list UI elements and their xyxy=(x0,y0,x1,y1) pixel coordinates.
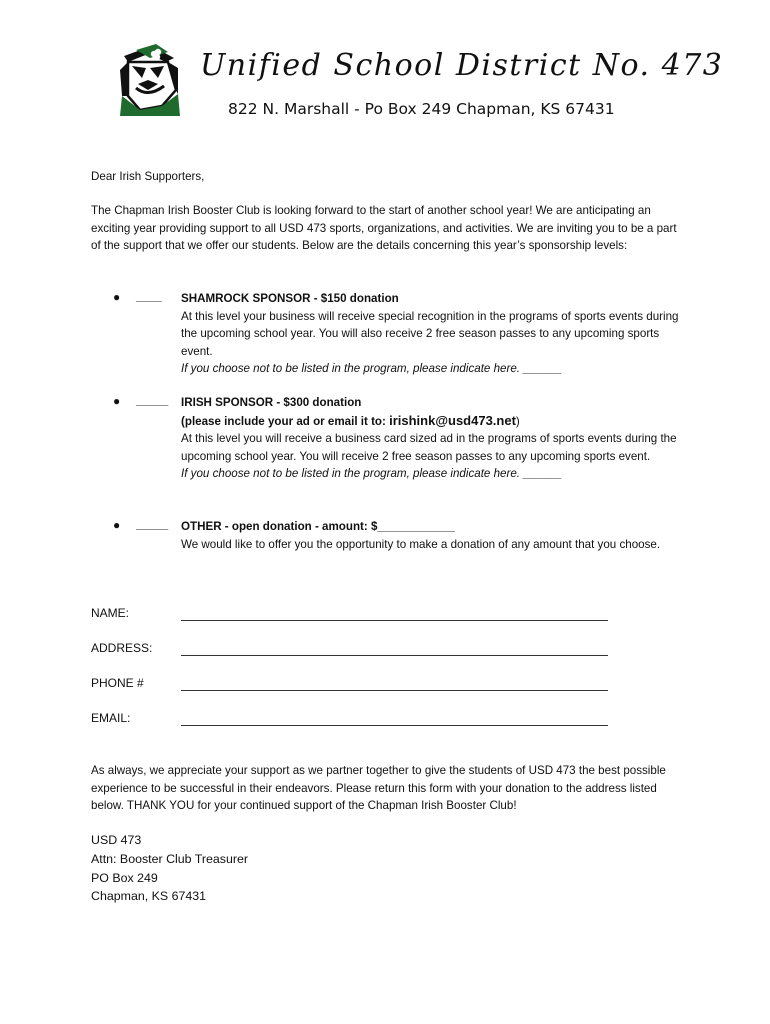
phone-label: PHONE # xyxy=(91,676,144,690)
district-name: Unified School District No. 473 xyxy=(200,48,724,83)
shamrock-sponsor-heading: SHAMROCK SPONSOR - $150 donation xyxy=(181,292,399,305)
name-label: NAME: xyxy=(91,606,130,620)
closing-paragraph: As always, we appreciate your support as we partner together to give the students of USD 473 the best possible experience to be successful in their endeavors. Please return this form with your donation to the address listed below. THANK YOU for your continued support of the Chapman Irish Booster Club! xyxy=(91,764,666,813)
email-suffix: ) xyxy=(515,414,520,428)
return-address-line1: USD 473 xyxy=(91,833,142,847)
email-label: EMAIL: xyxy=(91,711,131,725)
phone-field[interactable] xyxy=(181,676,608,691)
irish-checkbox-blank[interactable]: _____ xyxy=(136,394,169,407)
salutation: Dear Irish Supporters, xyxy=(91,170,205,183)
bullet-icon: ● xyxy=(113,290,121,304)
irish-sponsor-text: At this level you will receive a business card sized ad in the programs of sports events during the upcoming school year. You will receive 2 free season passes to any upcoming sports event. xyxy=(181,432,677,463)
shamrock-checkbox-blank[interactable]: ____ xyxy=(136,290,162,303)
letterhead xyxy=(118,44,724,124)
return-address xyxy=(91,831,248,906)
other-donation-text: We would like to offer you the opportunity to make a donation of any amount that you choose. xyxy=(181,537,661,551)
other-donation-heading: OTHER - open donation - amount: $____________ xyxy=(181,520,455,533)
name-field[interactable] xyxy=(181,606,608,621)
irish-sponsor-email-line xyxy=(181,412,686,431)
irish-sponsor-note: If you choose not to be listed in the program, please indicate here. ______ xyxy=(181,467,562,481)
address-field[interactable] xyxy=(181,641,608,656)
return-address-line2: Attn: Booster Club Treasurer xyxy=(91,851,249,866)
other-checkbox-blank[interactable]: _____ xyxy=(136,518,169,531)
address-label: ADDRESS: xyxy=(91,641,153,655)
bullet-icon: ● xyxy=(113,518,121,532)
irish-mascot-logo-icon xyxy=(118,44,180,116)
other-donation-item xyxy=(181,518,686,553)
return-address-line4: Chapman, KS 67431 xyxy=(91,889,207,904)
shamrock-sponsor-note: If you choose not to be listed in the program, please indicate here. ______ xyxy=(181,362,562,376)
ad-email-link[interactable]: irishink@usd473.net xyxy=(389,412,516,428)
irish-sponsor-item xyxy=(181,394,686,483)
irish-sponsor-heading: IRISH SPONSOR - $300 donation xyxy=(181,396,362,409)
district-address: 822 N. Marshall - Po Box 249 Chapman, KS 67431 xyxy=(228,100,615,118)
intro-paragraph: The Chapman Irish Booster Club is looking forward to the start of another school year! We are anticipating an exciting year providing support to all USD 473 sports, organizations, and activities. We are inviting you to be a part of the support that we offer our students. Below are the details concerning this year’s sponsorship levels: xyxy=(91,204,677,253)
email-instruction: (please include your ad or email it to: xyxy=(181,414,390,428)
shamrock-sponsor-text: At this level your business will receive special recognition in the programs of sports events during the upcoming school year. You will also receive 2 free season passes to any upcoming sports event. xyxy=(181,309,679,358)
return-address-line3: PO Box 249 xyxy=(91,870,158,885)
bullet-icon: ● xyxy=(113,394,121,408)
email-field[interactable] xyxy=(181,711,608,726)
shamrock-sponsor-item xyxy=(181,290,686,378)
